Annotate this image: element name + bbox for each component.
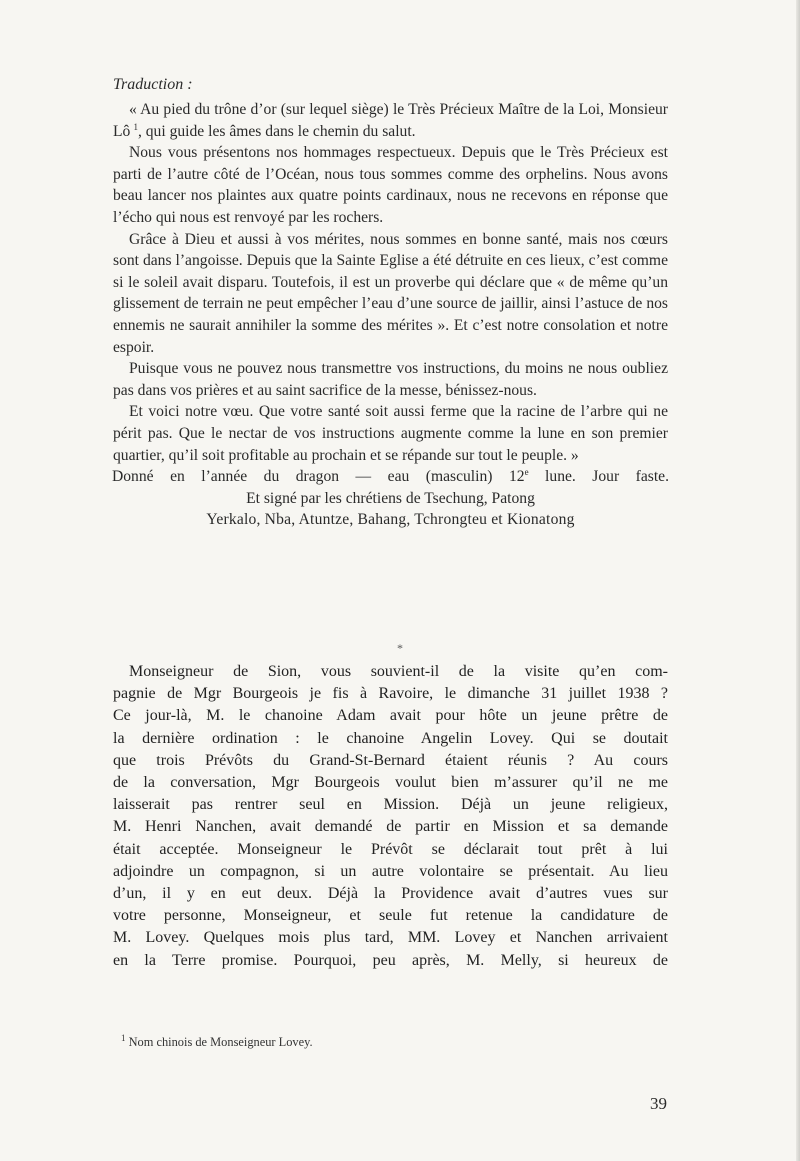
letter-line: M. Henri Nanchen, avait demandé de partir en Mission et sa demande [113, 818, 668, 836]
places-line: Yerkalo, Nba, Atuntze, Bahang, Tchrongteu et Kionatong [206, 511, 575, 529]
scan-edge [796, 0, 800, 1161]
signature-line: Et signé par les chrétiens de Tsechung, Patong [246, 489, 535, 507]
letter-line: en la Terre promise. Pourquoi, peu après, M. Melly, si heureux de [113, 951, 668, 969]
letter-line: laisserait pas rentrer seul en Mission. Déjà un jeune religieux, [113, 796, 668, 814]
translation-paragraph-2: Nous vous présentons nos hommages respectueux. Depuis que le Très Précieux est parti de l’autre côté de l’Océan, nous tous sommes comme des orphelins. Nous avons beau lancer nos plaintes aux quatre points cardinaux, nous ne recevons en réponse que l’écho qui nous est renvoyé par les rochers. [113, 144, 668, 226]
letter-line: de la conversation, Mgr Bourgeois voulut bien m’assurer qu’il ne me [113, 774, 668, 792]
letter-line: Monseigneur de Sion, vous souvient-il de la visite qu’en com- [129, 663, 668, 680]
letter-line: la dernière ordination : le chanoine Angelin Lovey. Qui se doutait [113, 729, 668, 747]
translation-heading: Traduction : [113, 76, 193, 93]
letter-line: adjoindre un compagnon, si un autre volontaire se présentait. Au lieu [113, 862, 668, 880]
letter-line: Ce jour-là, M. le chanoine Adam avait pour hôte un jeune prêtre de [113, 707, 668, 725]
letter-line: votre personne, Monseigneur, et seule fut retenue la candidature de [113, 907, 668, 925]
date-line: Donné en l’année du dragon — eau (masculin) 12e lune. Jour faste. [112, 466, 669, 486]
translation-paragraph-5: Et voici notre vœu. Que votre santé soit aussi ferme que la racine de l’arbre qui ne périt pas. Que le nectar de vos instructions augmente comme la lune en son premier quartier, qu’il soit profitable au prochain et se répande sur tout le peuple. » [113, 403, 668, 464]
letter-line: pagnie de Mgr Bourgeois je fis à Ravoire, le dimanche 31 juillet 1938 ? [113, 685, 668, 703]
letter-line: était acceptée. Monseigneur le Prévôt se déclarait tout prêt à lui [113, 840, 668, 858]
translation-paragraph-3: Grâce à Dieu et aussi à vos mérites, nous sommes en bonne santé, mais nos cœurs sont dans l’angoisse. Depuis que la Sainte Eglise a été détruite en ces lieux, c’est comme si le soleil avait disparu. Toutefois, il est un proverbe qui déclare que « de même qu’un glissement de terrain ne peut empêcher l’eau d’une source de jaillir, ainsi l’astuce de nos ennemis ne saurait annihiler la somme des mérites ». Et c’est notre consolation et notre espoir. [113, 230, 668, 356]
footnote: $^1$ Nom chinois de Monseigneur Lovey. [121, 1032, 313, 1049]
translation-text [113, 99, 668, 531]
translation-paragraph-1: « Au pied du trône d’or (sur lequel siège) le Très Précieux Maître de la Loi, Monsieur Lô $^1$, qui guide les âmes dans le chemin du salut. [113, 101, 668, 140]
letter-line: que trois Prévôts du Grand-St-Bernard étaient réunis ? Au cours [113, 751, 668, 769]
page-number: 39 [650, 1094, 667, 1113]
letter-line: M. Lovey. Quelques mois plus tard, MM. Lovey et Nanchen arrivaient [113, 929, 668, 947]
footnote-reference: 1 [133, 121, 138, 132]
translation-paragraph-4: Puisque vous ne pouvez nous transmettre vos instructions, du moins ne nous oubliez pas dans vos prières et au saint sacrifice de la messe, bénissez-nous. [113, 360, 668, 399]
letter-text [113, 661, 668, 972]
section-separator: * [397, 641, 403, 655]
footnote-number: 1 [121, 1032, 126, 1043]
letter-line: d’un, il y en eut deux. Déjà la Providence avait d’autres vues sur [113, 885, 668, 903]
